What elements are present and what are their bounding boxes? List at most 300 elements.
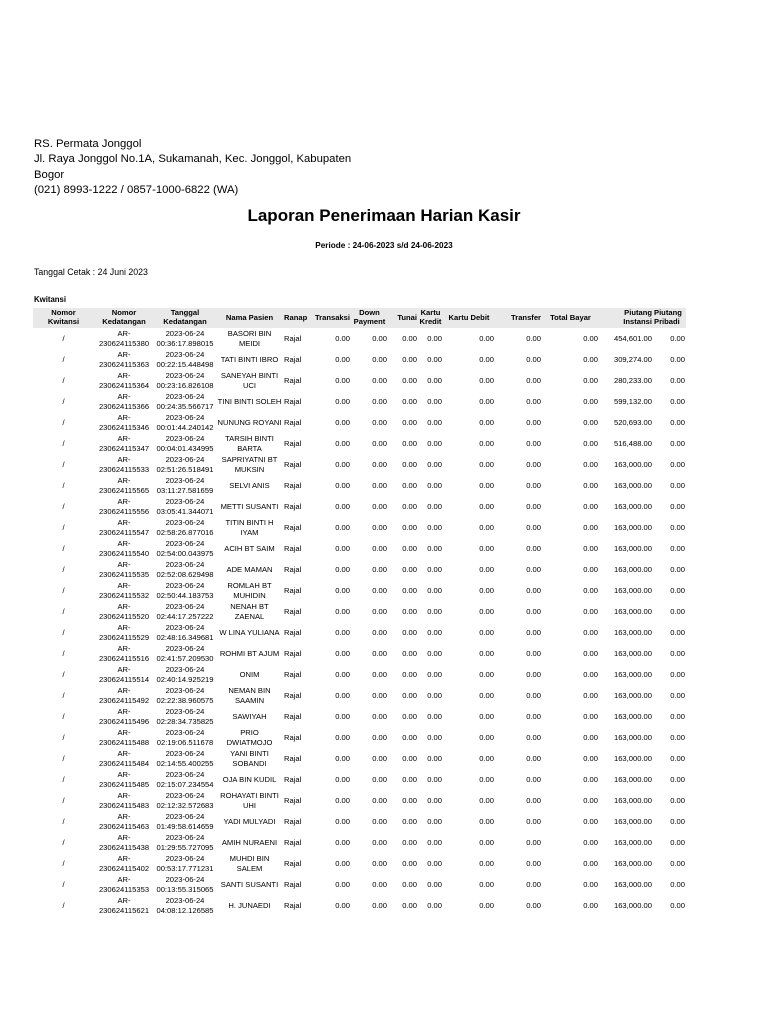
table-row [33,517,686,538]
col-header: Total Bayar [542,308,599,328]
table-cell: / [62,690,65,700]
table-cell: 0.00 [427,774,442,784]
table-cell: 0.00 [583,480,598,490]
table-cell: AR- 230624115520 [98,602,150,621]
table-row [33,811,686,832]
table-cell: 0.00 [335,669,350,679]
table-cell: 0.00 [372,900,387,910]
table-cell: Rajal [284,900,302,910]
table-row [33,685,686,706]
table-cell: / [62,753,65,763]
table-cell: 163,000.00 [613,879,652,889]
table-cell: 0.00 [583,522,598,532]
table-cell: SANTI SUSANTI [220,879,279,889]
table-cell: 0.00 [402,690,417,700]
table-cell: AR- 230624115532 [98,581,150,600]
table-cell: 0.00 [479,774,494,784]
table-cell: 0.00 [526,375,541,385]
table-cell: AR- 230624115363 [98,350,150,369]
table-cell: 163,000.00 [613,627,652,637]
table-cell: 599,132.00 [613,396,652,406]
table-cell: Rajal [284,585,302,595]
table-cell: 0.00 [583,375,598,385]
table-cell: 0.00 [526,396,541,406]
table-cell: 0.00 [583,837,598,847]
table-row [33,895,686,916]
table-cell: Rajal [284,606,302,616]
table-cell: 0.00 [526,753,541,763]
table-cell: 0.00 [670,732,685,742]
table-cell: / [62,585,65,595]
table-cell: 0.00 [526,543,541,553]
table-cell: 0.00 [479,753,494,763]
table-cell: 0.00 [583,396,598,406]
table-cell: 0.00 [427,606,442,616]
table-cell: 0.00 [427,564,442,574]
table-cell: / [62,543,65,553]
table-cell: 0.00 [526,501,541,511]
table-cell: 163,000.00 [613,501,652,511]
table-cell: 0.00 [402,837,417,847]
table-row [33,622,686,643]
table-cell: 0.00 [402,879,417,889]
table-cell: 0.00 [526,858,541,868]
table-cell: 0.00 [335,375,350,385]
table-cell: 0.00 [526,816,541,826]
table-cell: TARSIH BINTI BARTA [225,434,274,453]
table-cell: 0.00 [479,354,494,364]
table-row [33,454,686,475]
table-cell: 0.00 [583,564,598,574]
table-cell: 0.00 [335,837,350,847]
table-row [33,853,686,874]
table-cell: 0.00 [670,711,685,721]
table-cell: 163,000.00 [613,669,652,679]
table-cell: 0.00 [427,879,442,889]
table-cell: / [62,879,65,889]
table-cell: 2023-06-24 02:12:32.572683 [156,791,214,810]
table-cell: 0.00 [427,480,442,490]
table-row [33,664,686,685]
table-cell: METTI SUSANTI [220,501,279,511]
table-row [33,601,686,622]
table-cell: 0.00 [583,816,598,826]
table-cell: AR- 230624115463 [98,812,150,831]
table-cell: 0.00 [427,585,442,595]
table-cell: 0.00 [479,543,494,553]
table-cell: / [62,711,65,721]
table-cell: 0.00 [427,900,442,910]
hospital-name: RS. Permata Jonggol [34,138,142,150]
table-cell: TITIN BINTI H IYAM [225,518,274,537]
table-cell: Rajal [284,690,302,700]
table-cell: 0.00 [427,753,442,763]
table-cell: AR- 230624115540 [98,539,150,558]
table-cell: / [62,648,65,658]
table-cell: MUHDI BIN SALEM [229,854,270,873]
table-cell: 2023-06-24 02:52:08.629498 [156,560,214,579]
table-cell: AR- 230624115556 [98,497,150,516]
table-cell: 0.00 [583,585,598,595]
table-row [33,769,686,790]
table-cell: AR- 230624115529 [98,623,150,642]
table-cell: 0.00 [583,648,598,658]
table-cell: 0.00 [479,858,494,868]
table-cell: / [62,900,65,910]
table-cell: 0.00 [427,627,442,637]
table-cell: 0.00 [583,333,598,343]
table-cell: 0.00 [670,858,685,868]
table-cell: 0.00 [526,795,541,805]
table-cell: 0.00 [335,732,350,742]
table-cell: 0.00 [670,564,685,574]
col-header: Transfer [495,308,542,328]
table-cell: AR- 230624115565 [98,476,150,495]
table-cell: 0.00 [526,627,541,637]
table-cell: 0.00 [372,333,387,343]
table-cell: 0.00 [402,774,417,784]
table-cell: 0.00 [335,459,350,469]
table-cell: 0.00 [526,837,541,847]
table-cell: / [62,522,65,532]
table-cell: Rajal [284,627,302,637]
table-row [33,433,686,454]
table-cell: Rajal [284,543,302,553]
table-cell: 0.00 [670,438,685,448]
table-cell: 0.00 [372,459,387,469]
table-cell: 0.00 [335,858,350,868]
table-cell: 0.00 [402,354,417,364]
table-cell: 0.00 [372,648,387,658]
table-cell: 0.00 [670,354,685,364]
table-cell: 0.00 [526,480,541,490]
table-cell: 2023-06-24 01:29:55.727095 [156,833,214,852]
table-cell: 0.00 [583,606,598,616]
table-cell: 163,000.00 [613,564,652,574]
table-cell: 2023-06-24 00:24:35.566717 [156,392,214,411]
table-cell: 0.00 [583,543,598,553]
table-cell: AR- 230624115353 [98,875,150,894]
table-cell: 0.00 [372,837,387,847]
table-cell: 0.00 [526,690,541,700]
table-cell: SANEYAH BINTI UCI [220,371,279,390]
table-cell: Rajal [284,333,302,343]
table-row [33,643,686,664]
table-cell: SAWIYAH [232,711,267,721]
table-cell: 163,000.00 [613,522,652,532]
table-cell: 0.00 [372,585,387,595]
table-cell: 0.00 [402,627,417,637]
table-cell: 0.00 [479,438,494,448]
table-cell: Rajal [284,501,302,511]
table-cell: 0.00 [479,732,494,742]
table-cell: AR- 230624115366 [98,392,150,411]
table-cell: 0.00 [479,816,494,826]
print-date: Tanggal Cetak : 24 Juni 2023 [34,267,148,277]
section-label: Kwitansi [34,295,67,304]
table-cell: 0.00 [526,900,541,910]
table-cell: 0.00 [583,354,598,364]
table-cell: 0.00 [526,333,541,343]
table-cell: 0.00 [583,501,598,511]
table-cell: NUNUNG ROYANI [217,417,282,427]
table-cell: 0.00 [479,690,494,700]
table-cell: AR- 230624115346 [98,413,150,432]
table-cell: 0.00 [372,690,387,700]
table-row [33,370,686,391]
table-cell: 163,000.00 [613,795,652,805]
hospital-address-line1: Jl. Raya Jonggol No.1A, Sukamanah, Kec. Jonggol, Kabupaten [34,153,352,166]
table-cell: ROMLAH BT MUHIDIN [227,581,272,600]
table-cell: 0.00 [583,690,598,700]
table-cell: 0.00 [583,438,598,448]
table-cell: ROHMI BT AJUM [219,648,280,658]
col-header: Nomor Kedatangan [94,308,154,328]
table-cell: PRIO DWIATMOJO [226,728,273,747]
table-cell: 0.00 [335,774,350,784]
table-cell: 0.00 [335,627,350,637]
table-cell: 0.00 [479,417,494,427]
table-cell: ADE MAMAN [226,564,273,574]
table-cell: 0.00 [670,606,685,616]
table-cell: 0.00 [479,795,494,805]
table-cell: 0.00 [479,711,494,721]
table-cell: / [62,627,65,637]
table-cell: 0.00 [335,900,350,910]
table-cell: 0.00 [583,900,598,910]
report-periode: Periode : 24-06-2023 s/d 24-06-2023 [315,241,453,250]
table-cell: AR- 230624115380 [98,329,150,348]
table-cell: 0.00 [372,732,387,742]
table-cell: Rajal [284,648,302,658]
table-cell: 163,000.00 [613,648,652,658]
table-cell: 0.00 [335,711,350,721]
table-cell: 0.00 [670,417,685,427]
table-cell: AR- 230624115547 [98,518,150,537]
table-cell: 163,000.00 [613,606,652,616]
table-cell: Rajal [284,837,302,847]
table-cell: 0.00 [670,879,685,889]
table-cell: 0.00 [670,837,685,847]
table-cell: 0.00 [427,837,442,847]
table-cell: / [62,375,65,385]
table-cell: 2023-06-24 00:01:44.240142 [156,413,214,432]
table-cell: 0.00 [479,396,494,406]
table-cell: 2023-06-24 02:50:44.183753 [156,581,214,600]
table-cell: 0.00 [526,648,541,658]
table-cell: 0.00 [427,816,442,826]
table-cell: 0.00 [335,816,350,826]
table-cell: 0.00 [372,375,387,385]
table-cell: TATI BINTI IBRO [220,354,279,364]
table-cell: Rajal [284,879,302,889]
receipts-table [33,308,686,916]
table-row [33,580,686,601]
table-cell: 0.00 [427,501,442,511]
report-title: Laporan Penerimaan Harian Kasir [247,206,521,225]
table-cell: 0.00 [335,648,350,658]
table-cell: 0.00 [402,753,417,763]
table-row [33,727,686,748]
table-cell: 163,000.00 [613,900,652,910]
table-cell: 0.00 [526,585,541,595]
table-cell: 0.00 [335,438,350,448]
table-cell: 0.00 [670,753,685,763]
table-cell: / [62,669,65,679]
table-cell: 0.00 [402,669,417,679]
col-header: Ranap [283,308,311,328]
hospital-phone: (021) 8993-1222 / 0857-1000-6822 (WA) [34,183,239,196]
table-cell: 0.00 [670,669,685,679]
table-cell: Rajal [284,753,302,763]
table-cell: 2023-06-24 00:04:01.434995 [156,434,214,453]
table-cell: 0.00 [479,900,494,910]
table-cell: 2023-06-24 02:15:07.234554 [156,770,214,789]
table-cell: 0.00 [670,900,685,910]
table-cell: 2023-06-24 03:05:41.344071 [156,497,214,516]
table-cell: 2023-06-24 02:40:14.925219 [156,665,214,684]
table-cell: 0.00 [583,774,598,784]
hospital-header [34,137,351,198]
table-cell: 280,233.00 [613,375,652,385]
table-cell: 0.00 [670,816,685,826]
table-cell: / [62,732,65,742]
table-cell: 0.00 [479,606,494,616]
table-cell: 0.00 [335,522,350,532]
table-cell: / [62,501,65,511]
table-row [33,349,686,370]
col-header: Kartu Kredit [419,308,442,326]
table-cell: 0.00 [479,333,494,343]
table-cell: 0.00 [670,795,685,805]
table-cell: Rajal [284,711,302,721]
table-cell: 2023-06-24 01:49:58.614659 [156,812,214,831]
col-header: Piutang Instansi [599,308,653,328]
table-cell: 0.00 [427,459,442,469]
table-cell: 0.00 [402,606,417,616]
table-cell: 0.00 [427,711,442,721]
table-cell: 0.00 [372,774,387,784]
table-cell: 0.00 [335,480,350,490]
table-cell: 0.00 [402,858,417,868]
table-row [33,706,686,727]
table-cell: 0.00 [583,858,598,868]
table-cell: Rajal [284,438,302,448]
table-cell: / [62,837,65,847]
table-cell: AR- 230624115621 [98,896,150,915]
table-cell: NEMAN BIN SAAMIN [228,686,271,705]
table-cell: AR- 230624115514 [98,665,150,684]
table-cell: 0.00 [335,396,350,406]
table-cell: 163,000.00 [613,711,652,721]
table-cell: 163,000.00 [613,816,652,826]
table-cell: 0.00 [670,543,685,553]
table-cell: 0.00 [402,795,417,805]
table-cell: Rajal [284,816,302,826]
table-cell: 163,000.00 [613,585,652,595]
table-cell: 0.00 [372,858,387,868]
col-header: Tanggal Kedatangan [154,308,216,328]
table-cell: 0.00 [335,564,350,574]
table-cell: 0.00 [402,564,417,574]
table-row [33,475,686,496]
table-cell: 0.00 [335,753,350,763]
table-cell: 0.00 [335,690,350,700]
table-cell: 0.00 [583,627,598,637]
table-cell: 0.00 [427,333,442,343]
table-cell: 0.00 [372,669,387,679]
table-cell: 0.00 [402,501,417,511]
table-cell: 2023-06-24 00:22:15.448498 [156,350,214,369]
table-cell: 0.00 [427,417,442,427]
table-cell: 0.00 [402,480,417,490]
table-cell: 2023-06-24 02:54:00.043975 [156,539,214,558]
table-cell: 0.00 [372,354,387,364]
table-cell: 0.00 [402,816,417,826]
table-cell: 0.00 [526,669,541,679]
table-row [33,496,686,517]
col-header: Tunai [388,308,418,328]
table-cell: AR- 230624115402 [98,854,150,873]
table-cell: AR- 230624115347 [98,434,150,453]
table-cell: 0.00 [427,375,442,385]
table-cell: 0.00 [583,669,598,679]
table-cell: 0.00 [479,648,494,658]
table-cell: 0.00 [402,900,417,910]
table-cell: 0.00 [372,438,387,448]
table-cell: 2023-06-24 02:19:06.511678 [156,728,214,747]
table-cell: / [62,795,65,805]
table-cell: AR- 230624115488 [98,728,150,747]
table-cell: 2023-06-24 02:51:26.518491 [156,455,214,474]
col-header: Transaksi [311,308,351,328]
table-row [33,559,686,580]
table-cell: 0.00 [670,333,685,343]
table-cell: 2023-06-24 00:23:16.826108 [156,371,214,390]
table-cell: 0.00 [402,522,417,532]
table-cell: 0.00 [479,669,494,679]
table-cell: Rajal [284,564,302,574]
table-cell: Rajal [284,417,302,427]
table-cell: 0.00 [583,417,598,427]
table-cell: / [62,417,65,427]
table-cell: Rajal [284,375,302,385]
table-cell: 454,601.00 [613,333,652,343]
table-cell: 0.00 [402,417,417,427]
table-cell: 0.00 [670,522,685,532]
table-cell: 0.00 [526,606,541,616]
table-cell: 2023-06-24 02:41:57.209530 [156,644,214,663]
table-row [33,874,686,895]
table-cell: 0.00 [479,564,494,574]
table-cell: 2023-06-24 02:14:55.400255 [156,749,214,768]
table-cell: NENAH BT ZAENAL [230,602,269,621]
table-cell: 0.00 [372,417,387,427]
table-cell: 163,000.00 [613,858,652,868]
table-row [33,328,686,349]
table-row [33,538,686,559]
table-cell: 0.00 [335,795,350,805]
table-cell: 0.00 [670,774,685,784]
table-cell: 0.00 [372,753,387,763]
table-cell: 0.00 [372,711,387,721]
table-cell: 0.00 [670,396,685,406]
table-cell: Rajal [284,354,302,364]
table-cell: 0.00 [372,564,387,574]
table-cell: 2023-06-24 00:36:17.898015 [156,329,214,348]
table-cell: TINI BINTI SOLEH [217,396,282,406]
table-cell: / [62,606,65,616]
